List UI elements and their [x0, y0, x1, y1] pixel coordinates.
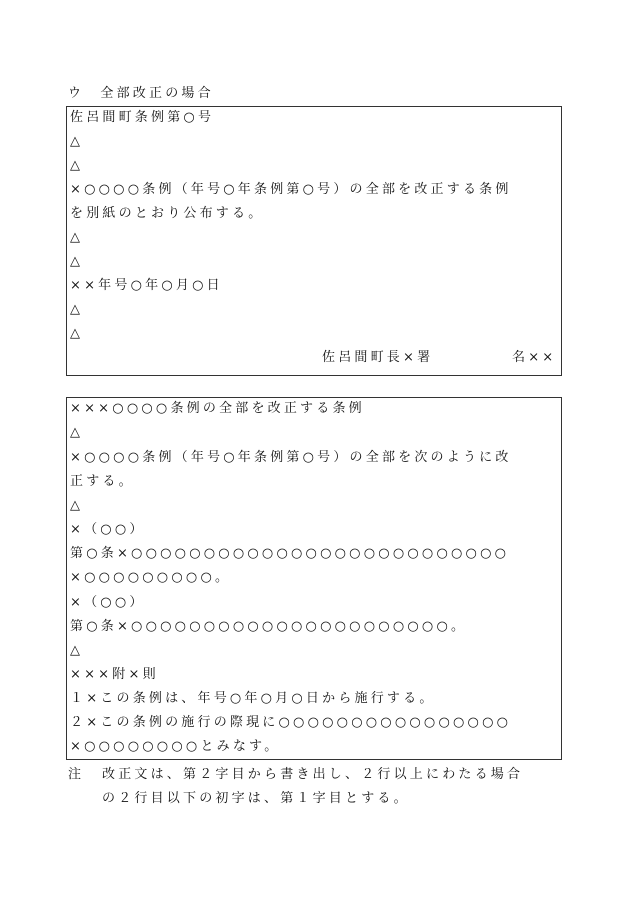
article-caption: ×（○○）: [70, 595, 146, 610]
amendment-title: ×××○○○○条例の全部を改正する条例: [70, 401, 365, 416]
note-text-line: 改正文は、第２字目から書き出し、２行以上にわたる場合: [102, 767, 524, 782]
promulgation-date: ××年号○年○月○日: [70, 278, 223, 293]
ordinance-number: 佐呂間町条例第○号: [70, 110, 215, 125]
mayor-signature-name: 名××: [512, 350, 557, 365]
promulgation-text-line: を別紙のとおり公布する。: [70, 206, 265, 221]
amendment-text-line: 正する。: [70, 474, 135, 489]
article-line: 第○条×○○○○○○○○○○○○○○○○○○○○○○○○○○: [70, 546, 510, 561]
amendment-text-line: ×○○○○条例（年号○年条例第○号）の全部を次のように改: [70, 450, 512, 465]
triangle-mark: △: [70, 498, 84, 513]
triangle-mark: △: [70, 425, 84, 440]
supplementary-provisions-title: ×××附×則: [70, 667, 159, 682]
article-line: ×○○○○○○○○○。: [70, 570, 232, 585]
section-heading: ウ 全部改正の場合: [68, 86, 214, 101]
article-caption: ×（○○）: [70, 522, 146, 537]
promulgation-text-line: ×○○○○条例（年号○年条例第○号）の全部を改正する条例: [70, 182, 512, 197]
promulgation-box: [66, 106, 562, 376]
triangle-mark: △: [70, 302, 84, 317]
triangle-mark: △: [70, 230, 84, 245]
note-label: 注: [68, 767, 85, 782]
mayor-signature-title: 佐呂間町長×署: [322, 350, 434, 365]
note-text-line: の２行目以下の初字は、第１字目とする。: [102, 791, 410, 806]
triangle-mark: △: [70, 254, 84, 269]
triangle-mark: △: [70, 326, 84, 341]
triangle-mark: △: [70, 158, 84, 173]
triangle-mark: △: [70, 643, 84, 658]
supplementary-item: ２×この条例の施行の際現に○○○○○○○○○○○○○○○○: [70, 715, 512, 730]
triangle-mark: △: [70, 134, 84, 149]
supplementary-item: １×この条例は、年号○年○月○日から施行する。: [70, 691, 436, 706]
supplementary-item: ×○○○○○○○○とみなす。: [70, 739, 281, 754]
article-line: 第○条×○○○○○○○○○○○○○○○○○○○○○○。: [70, 619, 468, 634]
